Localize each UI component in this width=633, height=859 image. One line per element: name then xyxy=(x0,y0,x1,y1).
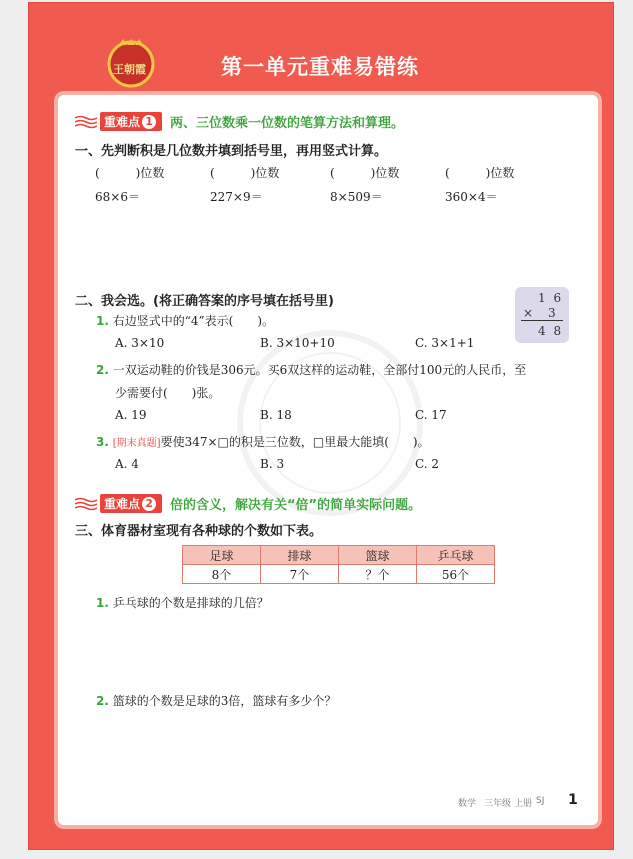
watermark-seal xyxy=(232,325,428,521)
footer-edition: SJ xyxy=(536,796,545,806)
key-point-1-bar xyxy=(75,112,404,131)
key-point-tag: 重难点 2 xyxy=(100,494,162,513)
q2-1-option-b[interactable]: B. 3×10+10 xyxy=(260,336,335,350)
q2-item-2: 2. 一双运动鞋的价钱是306元。买6双这样的运动鞋，全部付100元的人民币，至 xyxy=(96,363,527,377)
q2-1-option-c[interactable]: C. 3×1+1 xyxy=(415,336,475,350)
table-cell: 7个 xyxy=(261,565,339,584)
expression-2: 227×9＝ xyxy=(210,190,263,204)
q2-item-3: 3. [期末真题]要使347×□的积是三位数，□里最大能填( )。 xyxy=(96,435,430,449)
footer-grade: 三年级 xyxy=(484,799,512,809)
expression-3: 8×509＝ xyxy=(330,190,383,204)
table-header: 乒乓球 xyxy=(417,546,495,565)
key-point-2-bar xyxy=(75,494,421,513)
q3-item-2: 2. 篮球的个数是足球的3倍，篮球有多少个？ xyxy=(96,694,337,708)
q2-2-option-c[interactable]: C. 17 xyxy=(415,408,447,422)
vertical-multiplication: 1 6 × 3 4 8 xyxy=(515,287,569,343)
blank-4[interactable]: ( )位数 xyxy=(445,166,515,180)
footer-subject: 数学 xyxy=(458,799,477,809)
key-point-text: 倍的含义，解决有关“倍”的简单实际问题。 xyxy=(170,498,422,513)
question-2-title: 二、我会选。(将正确答案的序号填在括号里) xyxy=(75,294,334,309)
page-title: 第一单元重难易错练 xyxy=(221,55,419,79)
key-point-tag: 重难点 1 xyxy=(100,112,162,131)
footer-term: 上册 xyxy=(514,799,533,809)
q2-3-option-b[interactable]: B. 3 xyxy=(260,457,285,471)
wave-icon xyxy=(75,497,97,511)
table-cell: 8个 xyxy=(183,565,261,584)
q2-2-option-b[interactable]: B. 18 xyxy=(260,408,292,422)
question-1-title: 一、先判断积是几位数并填到括号里，再用竖式计算。 xyxy=(75,144,388,159)
logo-text: 王朝霞 xyxy=(113,63,146,76)
expression-1: 68×6＝ xyxy=(95,190,140,204)
q3-item-1: 1. 乒乓球的个数是排球的几倍？ xyxy=(96,596,269,610)
question-3-title: 三、体育器材室现有各种球的个数如下表。 xyxy=(75,524,323,539)
blank-3[interactable]: ( )位数 xyxy=(330,166,400,180)
expression-4: 360×4＝ xyxy=(445,190,498,204)
blank-1[interactable]: ( )位数 xyxy=(95,166,165,180)
q2-3-option-c[interactable]: C. 2 xyxy=(415,457,440,471)
ball-count-table xyxy=(182,545,495,584)
q2-1-option-a[interactable]: A. 3×10 xyxy=(115,336,165,350)
key-point-text: 两、三位数乘一位数的笔算方法和算理。 xyxy=(170,116,405,131)
q2-item-2-cont: 少需要付( )张。 xyxy=(115,386,221,400)
table-header: 排球 xyxy=(261,546,339,565)
table-header: 足球 xyxy=(183,546,261,565)
table-header: 篮球 xyxy=(339,546,417,565)
q2-3-option-a[interactable]: A. 4 xyxy=(115,457,139,471)
table-cell: ？个 xyxy=(339,565,417,584)
blank-2[interactable]: ( )位数 xyxy=(210,166,280,180)
table-cell: 56个 xyxy=(417,565,495,584)
q2-2-option-a[interactable]: A. 19 xyxy=(115,408,147,422)
q2-item-1: 1. 右边竖式中的“4”表示( )。 xyxy=(96,314,275,328)
wave-icon xyxy=(75,115,97,129)
page-number: 1 xyxy=(568,792,578,808)
